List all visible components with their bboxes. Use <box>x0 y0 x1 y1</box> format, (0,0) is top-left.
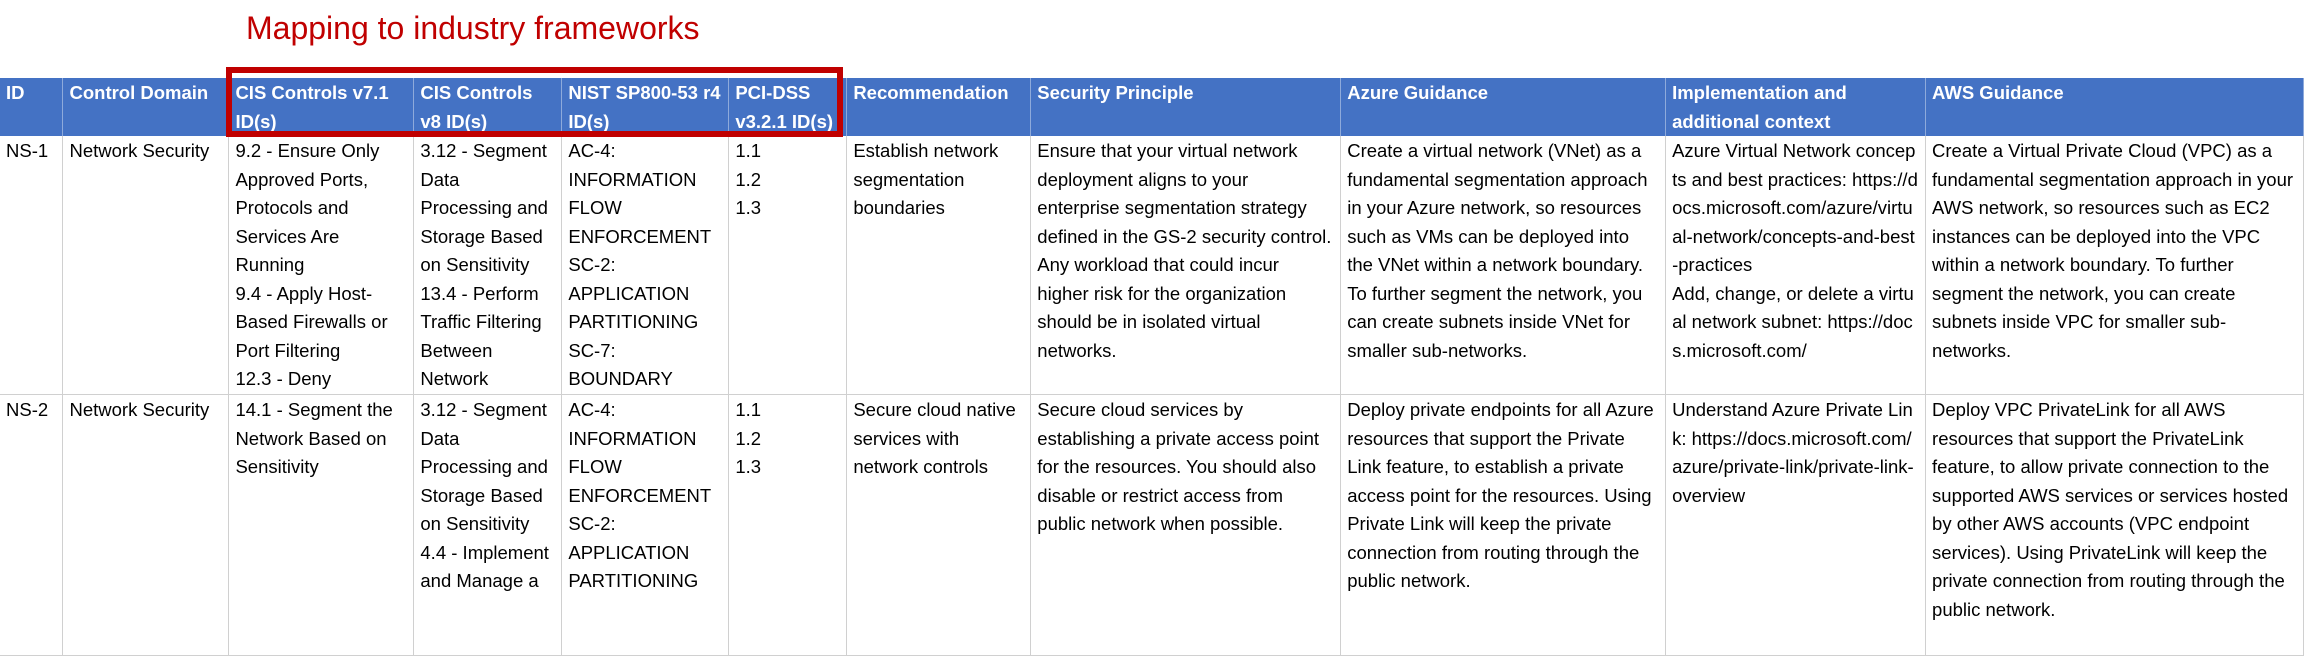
column-header-pci-dss[interactable]: PCI-DSS v3.2.1 ID(s) <box>729 78 847 136</box>
cell-control-domain[interactable]: Network Security <box>63 395 229 656</box>
cell-security-principle[interactable]: Ensure that your virtual network deployment aligns to your enterprise segmentation strategy defined in the GS-2 security control. Any workload that could incur higher risk for the organization should be in isolated virtual networks. <box>1031 136 1341 395</box>
column-header-azure-guidance[interactable]: Azure Guidance <box>1341 78 1666 136</box>
implementation-entry: Understand Azure Private Link: https://docs.microsoft.com/azure/private-link/private-link-overview <box>1672 399 1914 506</box>
cis-v71-entry: 9.4 - Apply Host-Based Firewalls or Port Filtering <box>235 282 388 361</box>
paragraph-gap <box>1932 365 2297 394</box>
nist-entry: SC-2: APPLICATION PARTITIONING <box>568 254 699 332</box>
column-header-control-domain[interactable]: Control Domain <box>63 78 229 136</box>
column-header-cis-v71[interactable]: CIS Controls v7.1 ID(s) <box>229 78 414 136</box>
column-header-security-principle[interactable]: Security Principle <box>1031 78 1341 136</box>
cell-pci-dss[interactable] <box>729 395 847 656</box>
cell-security-principle[interactable]: Secure cloud services by establishing a private access point for the resources. You should also disable or restrict access from public network when possible. <box>1031 395 1341 656</box>
pci-entry: 1.3 <box>735 197 762 218</box>
pci-entry: 1.1 <box>735 399 762 420</box>
implementation-entry: Add, change, or delete a virtual network subnet: https://docs.microsoft.com/ <box>1672 282 1914 361</box>
cell-aws-guidance[interactable] <box>1926 136 2304 395</box>
cell-cis-v8[interactable] <box>414 136 562 395</box>
nist-entry: AC-4: INFORMATION FLOW ENFORCEMENT <box>568 140 712 247</box>
aws-guidance-paragraph <box>1932 394 2297 395</box>
cell-aws-guidance[interactable] <box>1926 395 2304 656</box>
cell-azure-guidance[interactable]: Create a virtual network (VNet) as a fundamental segmentation approach in your Azure network, so resources such as VMs can be deployed into the VNet within a network boundary. To further segment the network, you can create subnets inside VNet for smaller sub-networks. <box>1341 136 1666 395</box>
column-header-implementation[interactable]: Implementation and additional context <box>1666 78 1926 136</box>
table-row <box>0 136 2304 395</box>
cis-v8-entry: 3.12 - Segment Data Processing and Storage Based on Sensitivity <box>420 399 548 534</box>
column-header-nist[interactable]: NIST SP800-53 r4 ID(s) <box>562 78 729 136</box>
column-header-recommendation[interactable]: Recommendation <box>847 78 1031 136</box>
nist-entry: SC-7: BOUNDARY <box>568 339 673 389</box>
nist-entry: SC-2: APPLICATION PARTITIONING <box>568 513 699 591</box>
cell-recommendation[interactable]: Secure cloud native services with network controls <box>847 395 1031 656</box>
column-header-id[interactable]: ID <box>0 78 63 136</box>
column-header-aws-guidance[interactable]: AWS Guidance <box>1926 78 2304 136</box>
cis-v71-entry: 14.1 - Segment the Network Based on Sensitivity <box>235 399 393 477</box>
cell-cis-v8[interactable] <box>414 395 562 656</box>
cell-azure-guidance[interactable]: Deploy private endpoints for all Azure resources that support the Private Link feature, to establish a private access point for the resources. Using Private Link will keep the private connection from routing through the public network. <box>1341 395 1666 656</box>
cell-cis-v71[interactable] <box>229 395 414 656</box>
aws-guidance-paragraph: Deploy VPC PrivateLink for all AWS resources that support the PrivateLink feature, to allow private connection to the supported AWS services or services hosted by other AWS accounts (VPC endpoint services). Using PrivateLink will keep the private connection from routing through the public network. <box>1932 399 2289 620</box>
column-header-cis-v8[interactable]: CIS Controls v8 ID(s) <box>414 78 562 136</box>
aws-guidance-paragraph: Create a Virtual Private Cloud (VPC) as a fundamental segmentation approach in your AWS network, so resources such as EC2 instances can be deployed into the VPC within a network boundary. To further segment the network, you can create subnets inside VPC for smaller sub-networks. <box>1932 140 2294 361</box>
cell-nist[interactable] <box>562 395 729 656</box>
cell-implementation[interactable] <box>1666 136 1926 395</box>
cell-pci-dss[interactable] <box>729 136 847 395</box>
table-row <box>0 395 2304 656</box>
header-row <box>0 78 2304 136</box>
pci-entry: 1.2 <box>735 168 762 190</box>
implementation-entry: Azure Virtual Network concepts and best practices: https://docs.microsoft.com/azure/virtual-network/concepts-and-best-practices <box>1672 140 1918 275</box>
cell-id[interactable]: NS-1 <box>0 136 63 395</box>
cis-v71-entry: 12.3 - Deny <box>235 368 332 389</box>
cis-v71-entry: 9.2 - Ensure Only Approved Ports, Protocols and Services Are Running <box>235 140 380 275</box>
cell-recommendation[interactable]: Establish network segmentation boundaries <box>847 136 1031 395</box>
cis-v8-entry: 3.12 - Segment Data Processing and Storage Based on Sensitivity <box>420 140 548 275</box>
cell-cis-v71[interactable] <box>229 136 414 395</box>
pci-entry: 1.1 <box>735 140 762 161</box>
framework-mapping-table <box>0 78 2304 656</box>
cell-nist[interactable] <box>562 136 729 395</box>
annotation-title: Mapping to industry frameworks <box>246 10 700 46</box>
pci-entry: 1.2 <box>735 427 762 449</box>
cell-implementation[interactable] <box>1666 395 1926 656</box>
cell-id[interactable]: NS-2 <box>0 395 63 656</box>
pci-entry: 1.3 <box>735 456 762 477</box>
cell-control-domain[interactable]: Network Security <box>63 136 229 395</box>
cis-v8-entry: 13.4 - Perform Traffic Filtering Between Network <box>420 282 542 389</box>
nist-entry: AC-4: INFORMATION FLOW ENFORCEMENT <box>568 399 712 506</box>
cis-v8-entry: 4.4 - Implement and Manage a <box>420 541 549 591</box>
